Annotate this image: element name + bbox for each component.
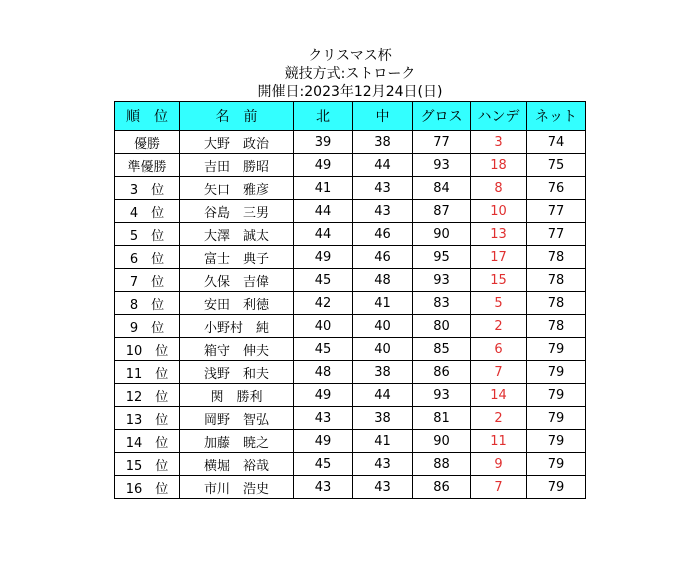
header-handicap: ハンデ [471, 102, 527, 131]
north-score-cell: 49 [294, 384, 353, 407]
player-name-cell: 富士 典子 [180, 246, 294, 269]
rank-cell: 8 位 [115, 292, 180, 315]
gross-score-cell: 90 [413, 430, 471, 453]
net-score-cell: 79 [527, 361, 586, 384]
player-name-cell: 市川 浩史 [180, 476, 294, 499]
middle-score-cell: 40 [353, 338, 413, 361]
north-score-cell: 39 [294, 131, 353, 154]
player-name-cell: 安田 利徳 [180, 292, 294, 315]
rank-cell: 優勝 [115, 131, 180, 154]
rank-cell: 7 位 [115, 269, 180, 292]
table-row [115, 384, 586, 407]
player-name-cell: 加藤 暁之 [180, 430, 294, 453]
table-row [115, 361, 586, 384]
net-score-cell: 76 [527, 177, 586, 200]
table-row [115, 292, 586, 315]
player-name-cell: 関 勝利 [180, 384, 294, 407]
net-score-cell: 77 [527, 223, 586, 246]
net-score-cell: 79 [527, 384, 586, 407]
middle-score-cell: 38 [353, 361, 413, 384]
player-name-cell: 谷島 三男 [180, 200, 294, 223]
gross-score-cell: 83 [413, 292, 471, 315]
table-row [115, 223, 586, 246]
table-row [115, 453, 586, 476]
handicap-cell: 5 [471, 292, 527, 315]
header-name: 名 前 [180, 102, 294, 131]
north-score-cell: 44 [294, 223, 353, 246]
north-score-cell: 43 [294, 476, 353, 499]
rank-cell: 準優勝 [115, 154, 180, 177]
north-score-cell: 40 [294, 315, 353, 338]
gross-score-cell: 81 [413, 407, 471, 430]
middle-score-cell: 44 [353, 154, 413, 177]
north-score-cell: 42 [294, 292, 353, 315]
middle-score-cell: 48 [353, 269, 413, 292]
player-name-cell: 大澤 誠太 [180, 223, 294, 246]
rank-cell: 3 位 [115, 177, 180, 200]
table-row [115, 154, 586, 177]
header-rank: 順 位 [115, 102, 180, 131]
handicap-cell: 10 [471, 200, 527, 223]
north-score-cell: 48 [294, 361, 353, 384]
title-block [114, 47, 586, 101]
rank-cell: 14 位 [115, 430, 180, 453]
competition-format: 競技方式:ストローク [284, 66, 416, 82]
north-score-cell: 45 [294, 269, 353, 292]
net-score-cell: 74 [527, 131, 586, 154]
middle-score-cell: 43 [353, 453, 413, 476]
table-row [115, 315, 586, 338]
handicap-cell: 18 [471, 154, 527, 177]
player-name-cell: 箱守 伸夫 [180, 338, 294, 361]
player-name-cell: 久保 吉偉 [180, 269, 294, 292]
north-score-cell: 43 [294, 407, 353, 430]
table-row [115, 338, 586, 361]
player-name-cell: 吉田 勝昭 [180, 154, 294, 177]
rank-cell: 16 位 [115, 476, 180, 499]
header-row [115, 102, 586, 131]
gross-score-cell: 85 [413, 338, 471, 361]
results-table [114, 101, 586, 499]
net-score-cell: 78 [527, 315, 586, 338]
middle-score-cell: 38 [353, 131, 413, 154]
gross-score-cell: 86 [413, 476, 471, 499]
gross-score-cell: 90 [413, 223, 471, 246]
results-body [115, 131, 586, 499]
rank-cell: 9 位 [115, 315, 180, 338]
table-row [115, 177, 586, 200]
table-row [115, 131, 586, 154]
rank-cell: 15 位 [115, 453, 180, 476]
table-row [115, 476, 586, 499]
middle-score-cell: 43 [353, 200, 413, 223]
handicap-cell: 7 [471, 476, 527, 499]
table-row [115, 246, 586, 269]
player-name-cell: 矢口 雅彦 [180, 177, 294, 200]
net-score-cell: 79 [527, 407, 586, 430]
gross-score-cell: 86 [413, 361, 471, 384]
gross-score-cell: 93 [413, 384, 471, 407]
gross-score-cell: 93 [413, 154, 471, 177]
header-middle: 中 [353, 102, 413, 131]
net-score-cell: 79 [527, 338, 586, 361]
north-score-cell: 49 [294, 430, 353, 453]
middle-score-cell: 40 [353, 315, 413, 338]
player-name-cell: 浅野 和夫 [180, 361, 294, 384]
middle-score-cell: 46 [353, 223, 413, 246]
gross-score-cell: 88 [413, 453, 471, 476]
handicap-cell: 13 [471, 223, 527, 246]
rank-cell: 10 位 [115, 338, 180, 361]
handicap-cell: 2 [471, 315, 527, 338]
gross-score-cell: 77 [413, 131, 471, 154]
handicap-cell: 3 [471, 131, 527, 154]
net-score-cell: 78 [527, 246, 586, 269]
net-score-cell: 78 [527, 292, 586, 315]
net-score-cell: 79 [527, 476, 586, 499]
table-row [115, 407, 586, 430]
player-name-cell: 横堀 裕哉 [180, 453, 294, 476]
gross-score-cell: 87 [413, 200, 471, 223]
rank-cell: 5 位 [115, 223, 180, 246]
player-name-cell: 大野 政治 [180, 131, 294, 154]
middle-score-cell: 43 [353, 476, 413, 499]
north-score-cell: 41 [294, 177, 353, 200]
table-row [115, 430, 586, 453]
table-row [115, 200, 586, 223]
net-score-cell: 79 [527, 430, 586, 453]
net-score-cell: 75 [527, 154, 586, 177]
net-score-cell: 77 [527, 200, 586, 223]
handicap-cell: 11 [471, 430, 527, 453]
header-north: 北 [294, 102, 353, 131]
rank-cell: 4 位 [115, 200, 180, 223]
gross-score-cell: 80 [413, 315, 471, 338]
gross-score-cell: 84 [413, 177, 471, 200]
player-name-cell: 岡野 智弘 [180, 407, 294, 430]
middle-score-cell: 44 [353, 384, 413, 407]
gross-score-cell: 95 [413, 246, 471, 269]
net-score-cell: 79 [527, 453, 586, 476]
north-score-cell: 49 [294, 154, 353, 177]
north-score-cell: 44 [294, 200, 353, 223]
header-gross: グロス [413, 102, 471, 131]
event-date: 開催日:2023年12月24日(日) [257, 84, 443, 100]
player-name-cell: 小野村 純 [180, 315, 294, 338]
rank-cell: 11 位 [115, 361, 180, 384]
middle-score-cell: 38 [353, 407, 413, 430]
rank-cell: 6 位 [115, 246, 180, 269]
handicap-cell: 6 [471, 338, 527, 361]
handicap-cell: 8 [471, 177, 527, 200]
middle-score-cell: 46 [353, 246, 413, 269]
north-score-cell: 45 [294, 338, 353, 361]
competition-title: クリスマス杯 [308, 48, 392, 64]
middle-score-cell: 43 [353, 177, 413, 200]
handicap-cell: 2 [471, 407, 527, 430]
handicap-cell: 15 [471, 269, 527, 292]
gross-score-cell: 93 [413, 269, 471, 292]
handicap-cell: 7 [471, 361, 527, 384]
rank-cell: 12 位 [115, 384, 180, 407]
north-score-cell: 45 [294, 453, 353, 476]
handicap-cell: 17 [471, 246, 527, 269]
middle-score-cell: 41 [353, 292, 413, 315]
handicap-cell: 14 [471, 384, 527, 407]
middle-score-cell: 41 [353, 430, 413, 453]
handicap-cell: 9 [471, 453, 527, 476]
rank-cell: 13 位 [115, 407, 180, 430]
table-row [115, 269, 586, 292]
header-net: ネット [527, 102, 586, 131]
net-score-cell: 78 [527, 269, 586, 292]
north-score-cell: 49 [294, 246, 353, 269]
